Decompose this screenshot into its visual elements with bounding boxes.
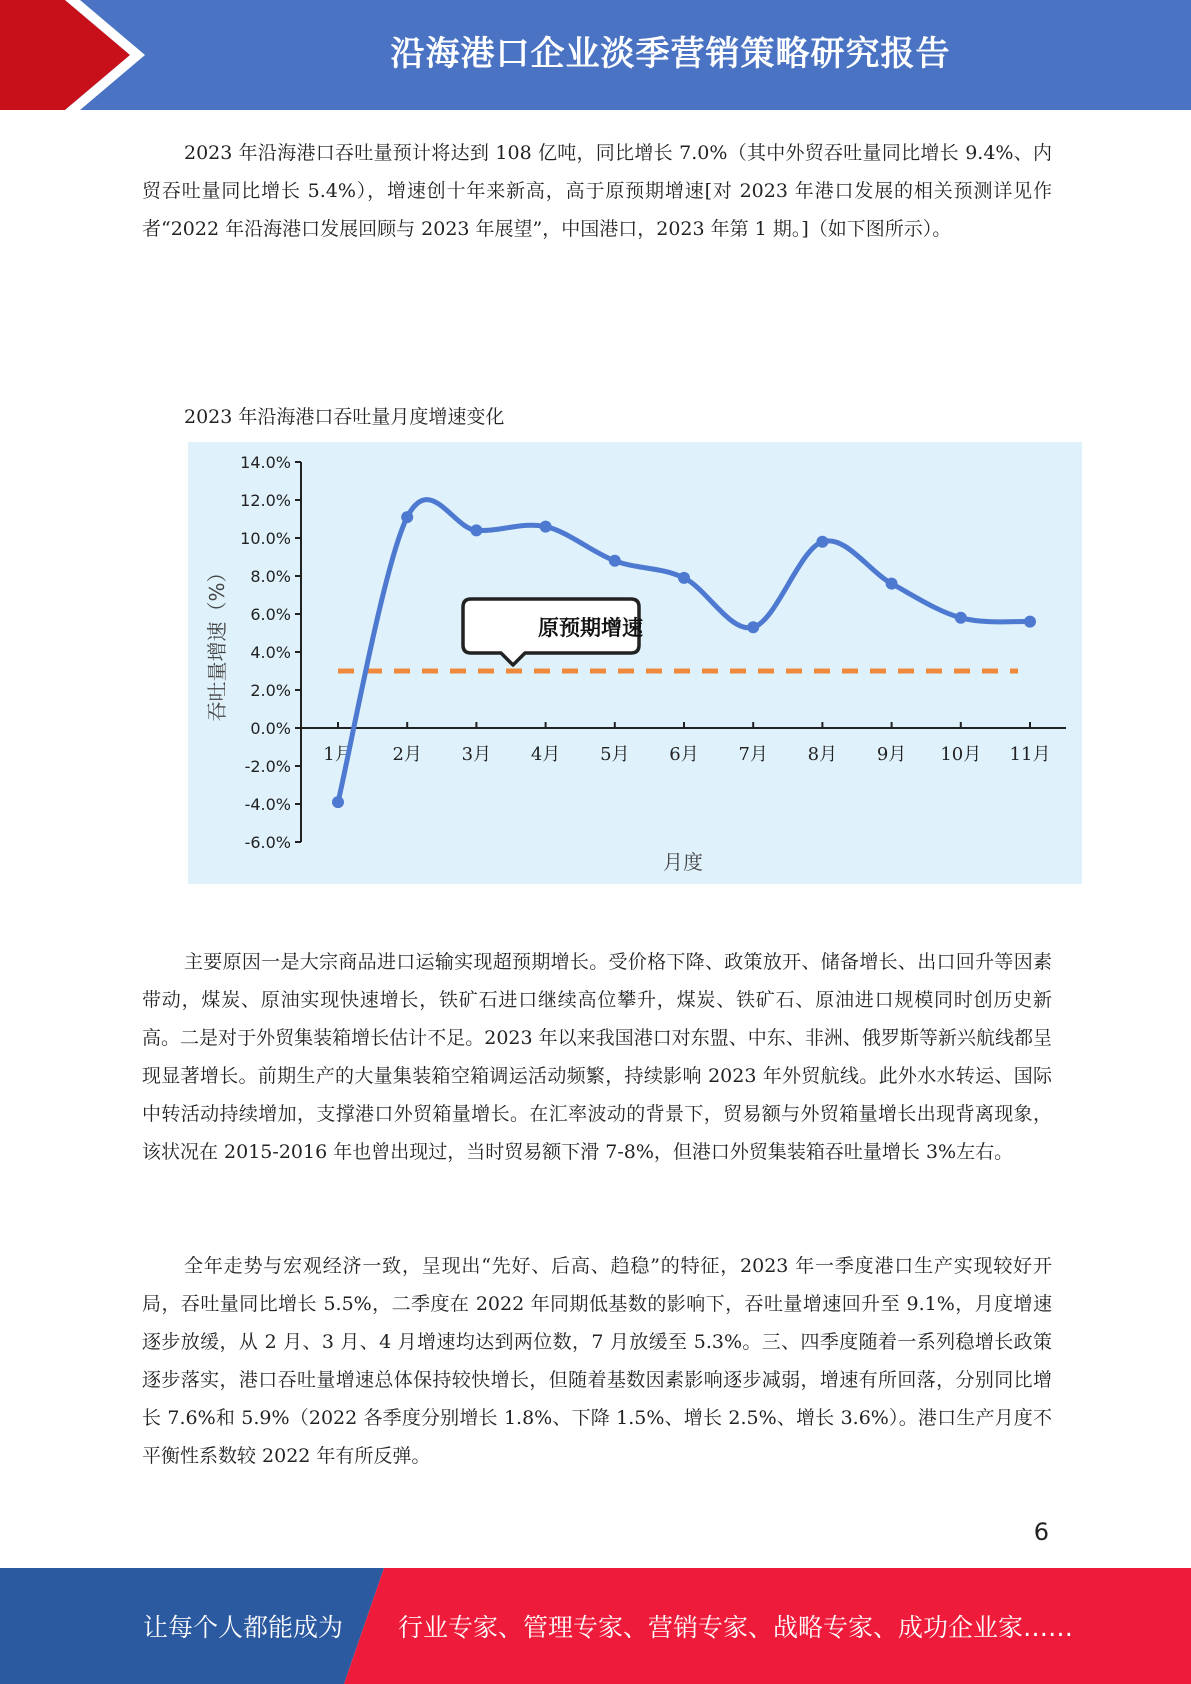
paragraph-reasons: 主要原因一是大宗商品进口运输实现超预期增长。受价格下降、政策放开、储备增长、出口回升等因素带动，煤炭、原油实现快速增长，铁矿石进口继续高位攀升，煤炭、铁矿石、原油进口规模同时创历史新高。二是对于外贸集装箱增长估计不足。2023 年以来我国港口对东盟、中东、非洲、俄罗斯等新兴航线都呈现显著增长。前期生产的大量集装箱空箱调运活动频繁，持续影响 2023 年外贸航线。此外水水转运、国际中转活动持续增加，支撑港口外贸箱量增长。在汇率波动的背景下，贸易额与外贸箱量增长出现背离现象，该状况在 2015-2016 年也曾出现过，当时贸易额下滑 7-8%，但港口外贸集装箱吞吐量增长 3%左右。 [142, 951, 1052, 1163]
data-point-3 [470, 524, 482, 536]
data-point-11 [1024, 616, 1036, 628]
y-tick-label: 4.0% [250, 643, 291, 662]
x-tick-label: 11月 [1009, 744, 1051, 765]
x-tick-label: 10月 [940, 744, 982, 765]
x-axis-label: 月度 [663, 850, 703, 874]
y-tick-label: 2.0% [250, 681, 291, 700]
page-number: 6 [1033, 1518, 1049, 1546]
x-tick-label: 9月 [876, 744, 907, 765]
footer-slogan-left: 让每个人都能成为 [143, 1613, 344, 1642]
header-title: 沿海港口企业淡季营销策略研究报告 [390, 34, 951, 74]
data-point-10 [955, 612, 967, 624]
y-axis-label: 吞吐量增速（%） [205, 562, 229, 722]
page-header [0, 0, 1191, 110]
x-tick-label: 8月 [807, 744, 838, 765]
paragraph-trend: 全年走势与宏观经济一致，呈现出“先好、后高、趋稳”的特征，2023 年一季度港口生产实现较好开局，吞吐量同比增长 5.5%，二季度在 2022 年同期低基数的影响下，吞吐量增速回升至 9.1%，月度增速逐步放缓，从 2 月、3 月、4 月增速均达到两位数，7 月放缓至 5.3%。三、四季度随着一系列稳增长政策逐步落实，港口吞吐量增速总体保持较快增长，但随着基数因素影响逐步减弱，增速有所回落，分别同比增长 7.6%和 5.9%（2022 各季度分别增长 1.8%、下降 1.5%、增长 2.5%、增长 3.6%）。港口生产月度不平衡性系数较 2022 年有所反弹。 [142, 1255, 1052, 1467]
y-tick-label: 6.0% [250, 605, 291, 624]
data-point-9 [886, 578, 898, 590]
data-point-4 [540, 521, 552, 533]
line-chart [188, 442, 1082, 884]
x-tick-label: 6月 [669, 744, 699, 765]
y-tick-label: -6.0% [244, 833, 291, 852]
y-tick-label: -2.0% [244, 757, 291, 776]
data-point-1 [332, 796, 344, 808]
chart-background [188, 442, 1082, 884]
x-tick-label: 3月 [461, 744, 492, 765]
data-point-2 [401, 511, 413, 523]
y-tick-label: 12.0% [240, 491, 291, 510]
x-tick-label: 4月 [530, 744, 561, 765]
x-tick-label: 2月 [392, 744, 422, 765]
x-tick-label: 5月 [600, 744, 630, 765]
chart-caption: 2023 年沿海港口吞吐量月度增速变化 [184, 406, 505, 428]
y-tick-label: -4.0% [244, 795, 291, 814]
data-point-6 [678, 572, 690, 584]
x-tick-label: 7月 [738, 744, 768, 765]
y-tick-label: 14.0% [240, 453, 291, 472]
chart-svg [188, 442, 1082, 884]
footer-slogan-right: 行业专家、管理专家、营销专家、战略专家、成功企业家…… [398, 1613, 1074, 1642]
data-point-8 [816, 536, 828, 548]
y-tick-label: 8.0% [250, 567, 291, 586]
page-footer [0, 1568, 1191, 1684]
paragraph-intro: 2023 年沿海港口吞吐量预计将达到 108 亿吨，同比增长 7.0%（其中外贸吞吐量同比增长 9.4%、内贸吞吐量同比增长 5.4%），增速创十年来新高，高于原预期增速[对 2023 年港口发展的相关预测详见作者“2022 年沿海港口发展回顾与 2023 年展望”，中国港口，2023 年第 1 期。]（如下图所示）。 [142, 142, 1052, 240]
reference-line-label: 原预期增速 [538, 616, 643, 640]
data-point-7 [747, 621, 759, 633]
y-tick-label: 10.0% [240, 529, 291, 548]
x-tick-label: 1月 [323, 744, 353, 765]
data-point-5 [609, 555, 621, 567]
y-tick-label: 0.0% [250, 719, 291, 738]
